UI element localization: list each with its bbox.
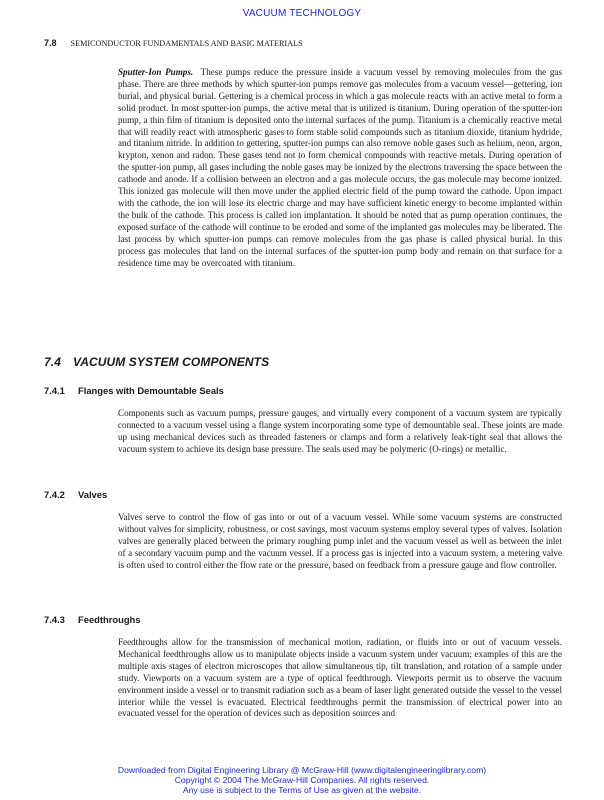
chapter-title: SEMICONDUCTOR FUNDAMENTALS AND BASIC MATERIALS — [70, 39, 303, 48]
subsection-title: Feedthroughs — [78, 614, 141, 625]
subsection-title: Flanges with Demountable Seals — [78, 385, 224, 396]
feedthroughs-paragraph: Feedthroughs allow for the transmission of mechanical motion, radiation, or fluids into or out of vacuum vessels. Mechanical feedthroughs allow us to manipulate objects inside a vacuum system under vacuum; examples of this are the multiple axis stages of electron microscopes that allow simultaneous tip, tilt translation, and rotation of a sample under study. Viewports on a vacuum system are a type of optical feedthrough. Viewports permit us to observe the vacuum environment inside a vessel or to transmit radiation such as a beam of laser light generated outside the vessel to the vessel interior while the vessel is evacuated. Electrical feedthroughs permit the transmission of electrical power into an evacuated vessel for the operation of devices such as deposition sources and — [118, 637, 562, 719]
section-heading — [44, 355, 269, 369]
footer-download-link[interactable]: Downloaded from Digital Engineering Library @ McGraw-Hill (www.digitalengineeringlibrary.com) — [117, 765, 487, 775]
footer-terms: Any use is subject to the Terms of Use as given at the website. — [182, 785, 422, 795]
subsection-title: Valves — [78, 489, 108, 500]
page-header — [44, 38, 303, 48]
section-title: VACUUM SYSTEM COMPONENTS — [72, 355, 270, 369]
running-title: VACUUM TECHNOLOGY — [242, 8, 362, 19]
sputter-ion-paragraph — [118, 67, 562, 269]
subsection-number: 7.4.1 — [44, 385, 65, 396]
footer-copyright: Copyright © 2004 The McGraw-Hill Companies. All rights reserved. — [174, 775, 430, 785]
subsection-heading-feedthroughs — [44, 614, 141, 625]
subsection-heading-flanges — [44, 385, 224, 396]
page-number: 7.8 — [44, 38, 57, 48]
paragraph-lead: Sputter-Ion Pumps. — [118, 67, 194, 77]
valves-paragraph: Valves serve to control the flow of gas into or out of a vacuum vessel. While some vacuum systems are constructed without valves for simplicity, robustness, or cost savings, most vacuum systems employ several types of valves. Isolation valves are generally placed between the primary roughing pump inlet and the vacuum vessel as well as between the inlet of a secondary vacuum pump and the vacuum vessel. If a process gas is injected into a vacuum system, a metering valve is often used to control either the flow rate or the pressure, based on feedback from a pressure gauge and flow controller. — [118, 512, 562, 570]
subsection-heading-valves — [44, 489, 107, 500]
section-number: 7.4 — [44, 355, 61, 369]
flanges-paragraph: Components such as vacuum pumps, pressure gauges, and virtually every component of a vacuum system are typically connected to a vacuum vessel using a flange system incorporating some type of demountable seal. These joints are made up using mechanical devices such as threaded fasteners or clamps and form a relatively leak-tight seal that allows the vacuum system to achieve its design base pressure. The seals used may be polymeric (O-rings) or metallic. — [118, 408, 562, 454]
paragraph-text: These pumps reduce the pressure inside a vacuum vessel by removing molecules from the gas phase. There are three methods by which sputter-ion pumps remove gas molecules from a vacuum vessel—gettering, ion burial, and physical burial. Gettering is a chemical process in which a gas molecule reacts with an active metal to form a solid product. In most sputter-ion pumps, the active metal that is utilized is titanium. During operation of the sputter-ion pump, a thin film of titanium is deposited onto the internal surfaces of the pump. Titanium is a chemically reactive metal that will readily react with atmospheric gases to form stable solid compounds such as titanium dioxide, titanium hydride, and titanium nitride. In addition to gettering, sputter-ion pumps can also remove noble gases such as helium, neon, argon, krypton, xenon and radon. These gases tend not to form chemical compounds with reactive metals. During operation of the sputter-ion pump, all gases including the noble gases may be ionized by the electrons traversing the space between the cathode and anode. If a collision between an electron and a gas molecule occurs, the gas molecule may become ionized. This ionized gas molecule will then move under the applied electric field of the pump toward the cathode. Upon impact with the cathode, the ion will lose its electric charge and may have sufficient kinetic energy to become implanted within the bulk of the cathode. This process is called ion implantation. It should be noted that as pump operation continues, the exposed surface of the cathode will continue to be eroded and some of the implanted gas molecules may be liberated. The last process by which sputter-ion pumps can remove molecules from the gas phase is called physical burial. In this process gas molecules that land on the internal surfaces of the sputter-ion pump body and remain on that surface for a residence time may be overcoated with titanium. — [118, 67, 562, 268]
subsection-number: 7.4.2 — [44, 489, 65, 500]
subsection-number: 7.4.3 — [44, 614, 65, 625]
